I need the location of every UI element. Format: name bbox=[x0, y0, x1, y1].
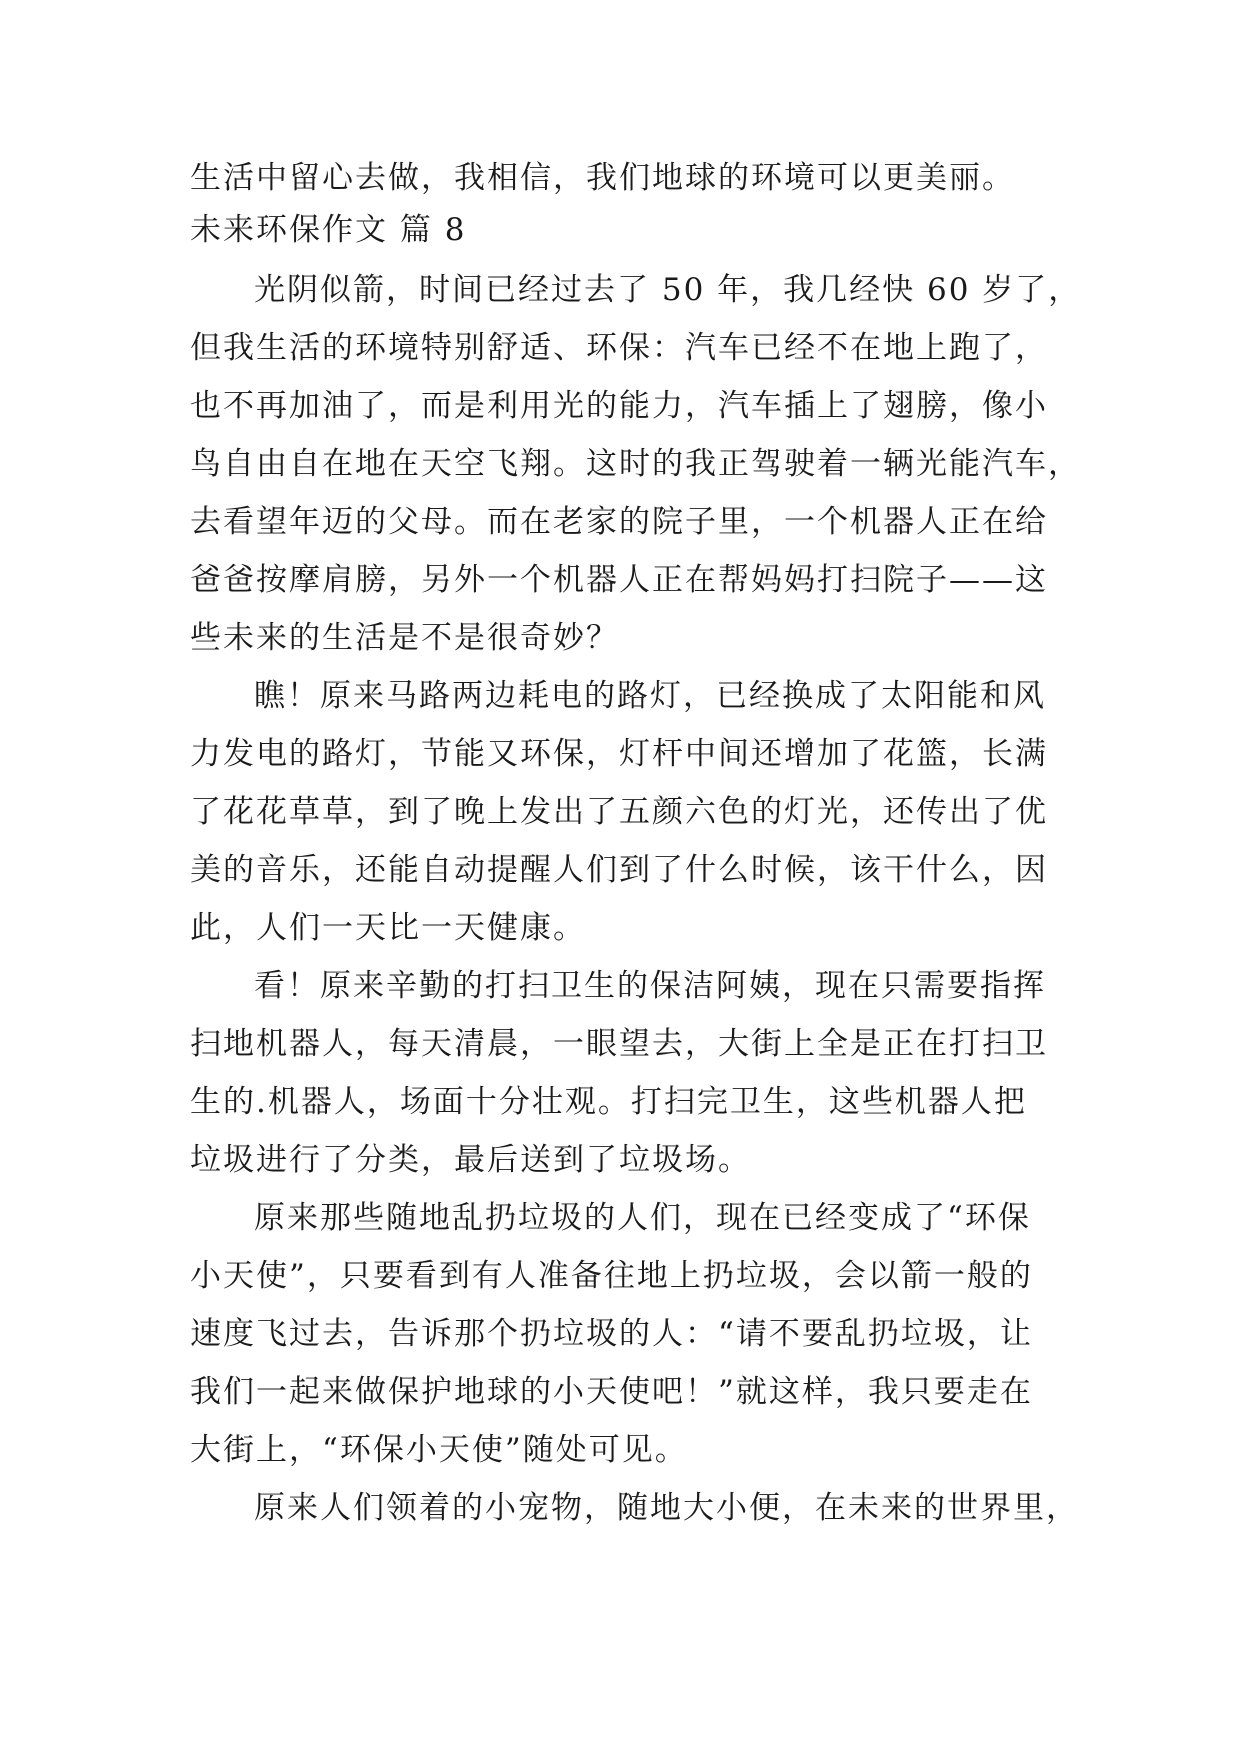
paragraph-line: 去看望年迈的父母。而在老家的院子里，一个机器人正在给 bbox=[190, 504, 1048, 540]
paragraph-line: 小天使”，只要看到有人准备往地上扔垃圾，会以箭一般的 bbox=[190, 1258, 1033, 1294]
paragraph-line: 此，人们一天比一天健康。 bbox=[190, 910, 586, 946]
paragraph-line: 瞧！原来马路两边耗电的路灯，已经换成了太阳能和风 bbox=[254, 678, 1046, 714]
text-line: 生活中留心去做，我相信，我们地球的环境可以更美丽。 bbox=[190, 160, 1015, 196]
paragraph-line: 光阴似箭，时间已经过去了 50 年，我几经快 60 岁了， bbox=[254, 272, 1082, 308]
paragraph-line: 看！原来辛勤的打扫卫生的保洁阿姨，现在只需要指挥 bbox=[254, 968, 1046, 1004]
paragraph-line: 我们一起来做保护地球的小天使吧！”就这样，我只要走在 bbox=[190, 1374, 1033, 1410]
paragraph-line: 但我生活的环境特别舒适、环保：汽车已经不在地上跑了， bbox=[190, 330, 1048, 366]
paragraph-line: 扫地机器人，每天清晨，一眼望去，大街上全是正在打扫卫 bbox=[190, 1026, 1048, 1062]
paragraph-line: 原来人们领着的小宠物，随地大小便，在未来的世界里， bbox=[254, 1490, 1079, 1526]
paragraph-line: 速度飞过去，告诉那个扔垃圾的人：“请不要乱扔垃圾，让 bbox=[190, 1316, 1033, 1352]
document-page bbox=[190, 158, 1082, 1546]
paragraph-line: 力发电的路灯，节能又环保，灯杆中间还增加了花篮，长满 bbox=[190, 736, 1048, 772]
paragraph-line: 生的.机器人，场面十分壮观。打扫完卫生，这些机器人把 bbox=[190, 1084, 1027, 1120]
paragraph-line: 也不再加油了，而是利用光的能力，汽车插上了翅膀，像小 bbox=[190, 388, 1048, 424]
paragraph-line: 美的音乐，还能自动提醒人们到了什么时候，该干什么，因 bbox=[190, 852, 1048, 888]
paragraph-line: 原来那些随地乱扔垃圾的人们，现在已经变成了“环保 bbox=[254, 1200, 1031, 1236]
section-title: 未来环保作文 篇 8 bbox=[190, 212, 467, 248]
paragraph-line: 大街上，“环保小天使”随处可见。 bbox=[190, 1432, 688, 1468]
paragraph-line: 垃圾进行了分类，最后送到了垃圾场。 bbox=[190, 1142, 751, 1178]
paragraph-line: 爸爸按摩肩膀，另外一个机器人正在帮妈妈打扫院子——这 bbox=[190, 562, 1048, 598]
paragraph-line: 鸟自由自在地在天空飞翔。这时的我正驾驶着一辆光能汽车， bbox=[190, 446, 1081, 482]
paragraph-line: 些未来的生活是不是很奇妙？ bbox=[190, 620, 619, 656]
paragraph-line: 了花花草草，到了晚上发出了五颜六色的灯光，还传出了优 bbox=[190, 794, 1048, 830]
